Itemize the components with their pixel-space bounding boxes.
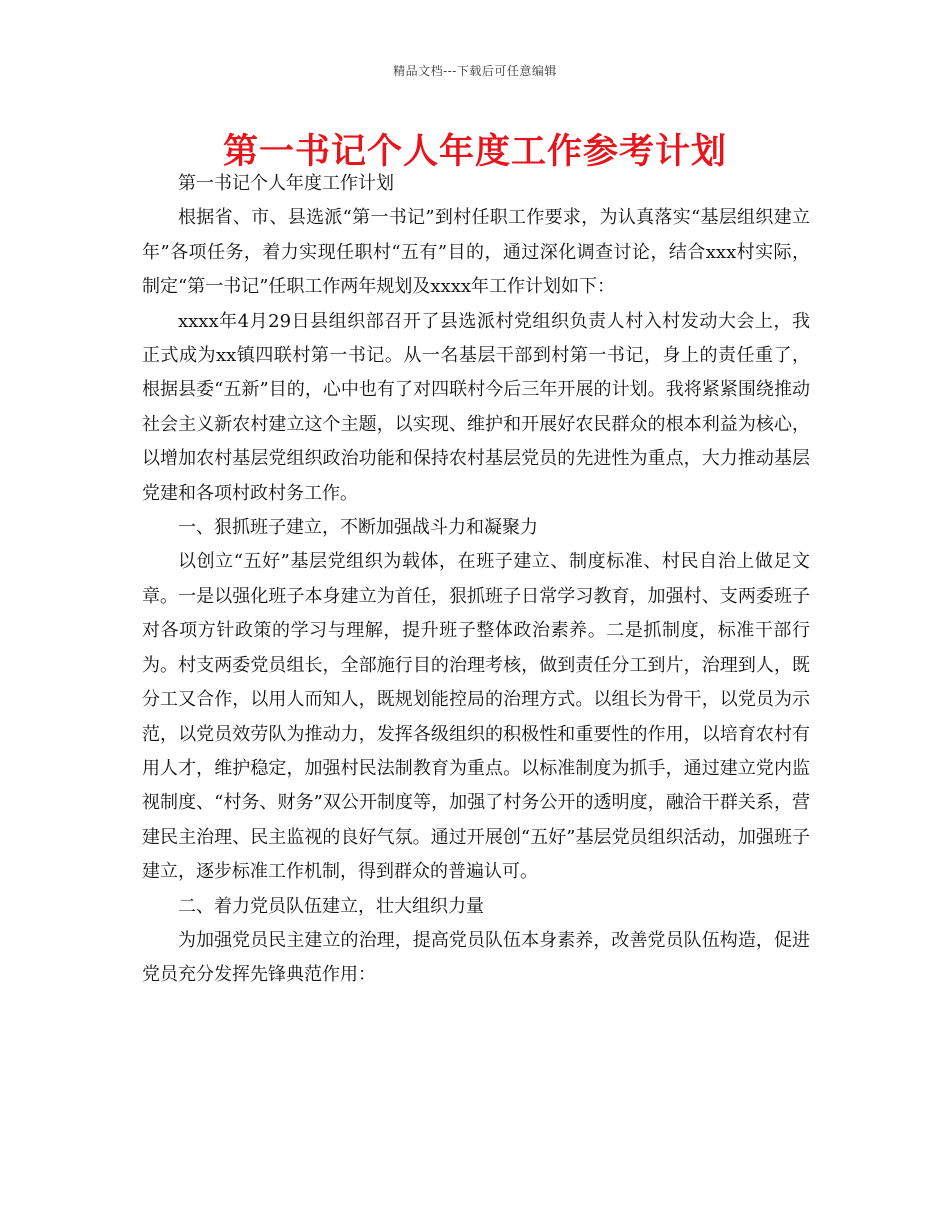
subtitle-paragraph: 第一书记个人年度工作计划 [178, 173, 394, 194]
intro-paragraph: 根据省、市、县选派“第一书记”到村任职工作要求，为认真落实“基层组织建立年”各项任务，着力实现任职村“五有”目的，通过深化调查讨论，结合xxx村实际，制定“第一书记”任职工作两年规划及xxxx年工作计划如下： [142, 207, 810, 298]
section-heading-2: 二、着力党员队伍建立，壮大组织力量 [178, 895, 484, 917]
document-body [142, 167, 810, 993]
background-paragraph: xxxx年4月29日县组织部召开了县选派村党组织负责人村入村发动大会上，我正式成为xx镇四联村第一书记。从一名基层干部到村第一书记，身上的责任重了，根据县委“五新”目的，心中也有了对四联村今后三年开展的计划。我将紧紧围绕推动社会主义新农村建立这个主题，以实现、维护和开展好农民群众的根本利益为核心，以增加农村基层党组织政治功能和保持农村基层党员的先进性为重点，大力推动基层党建和各项村政村务工作。 [142, 310, 810, 504]
section-1-paragraph: 以创立“五好”基层党组织为载体，在班子建立、制度标准、村民自治上做足文章。一是以强化班子本身建立为首任，狠抓班子日常学习教育，加强村、支两委班子对各项方针政策的学习与理解，提升班子整体政治素养。二是抓制度，标准干部行为。村支两委党员组长，全部施行目的治理考核，做到责任分工到片，治理到人，既分工又合作，以用人而知人，既规划能控局的治理方式。以组长为骨干，以党员为示范，以党员效劳队为推动力，发挥各级组织的积极性和重要性的作用，以培育农村有用人才，维护稳定，加强村民法制教育为重点。以标准制度为抓手，通过建立党内监视制度、“村务、财务”双公开制度等，加强了村务公开的透明度，融洽干群关系，营建民主治理、民主监视的良好气氛。通过开展创“五好”基层党员组织活动，加强班子建立，逐步标准工作机制，得到群众的普遍认可。 [142, 551, 810, 883]
document-title: 第一书记个人年度工作参考计划 [222, 132, 727, 172]
section-2-paragraph: 为加强党员民主建立的治理，提高党员队伍本身素养，改善党员队伍构造，促进党员充分发挥先锋典范作用： [142, 929, 810, 986]
section-heading-1: 一、狠抓班子建立，不断加强战斗力和凝聚力 [178, 517, 538, 539]
header-note: 精品文档---下载后可任意编辑 [393, 64, 557, 78]
